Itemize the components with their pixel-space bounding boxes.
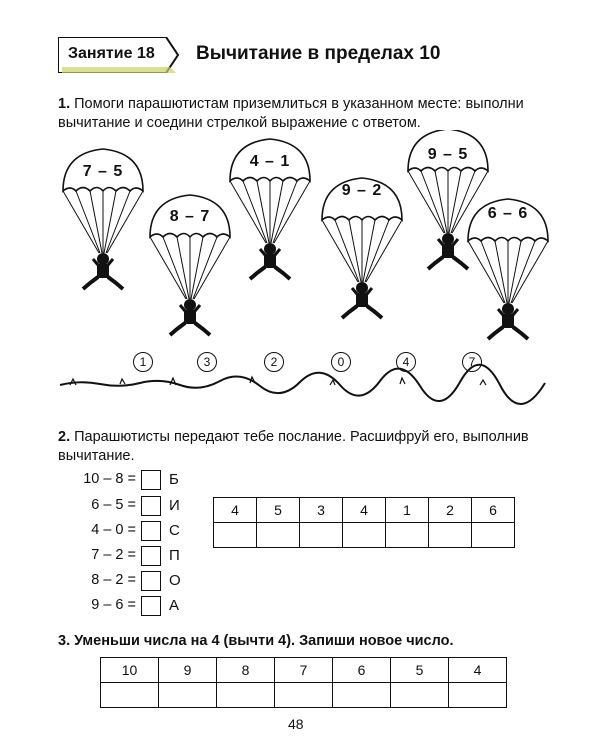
lesson-label: Занятие 18 xyxy=(68,45,155,62)
result-input-cell[interactable] xyxy=(217,683,275,708)
expression: 4 – 0 = xyxy=(91,522,136,538)
code-cell: 3 xyxy=(300,498,343,523)
letter-input-cell[interactable] xyxy=(257,523,300,548)
result-input-cell[interactable] xyxy=(101,683,159,708)
answer-circle[interactable]: 3 xyxy=(197,352,217,372)
answer-circle[interactable]: 0 xyxy=(331,352,351,372)
parachute-expression: 8 – 7 xyxy=(169,208,211,225)
task-2-instruction: Парашютисты передают тебе послание. Расшифруй его, выполнив вычитание. xyxy=(58,429,529,464)
code-cell: 2 xyxy=(429,498,472,523)
parachute-expression: 9 – 5 xyxy=(427,146,469,163)
result-input-cell[interactable] xyxy=(333,683,391,708)
answer-circle[interactable]: 7 xyxy=(462,352,482,372)
letter-input-cell[interactable] xyxy=(472,523,515,548)
answer-box[interactable] xyxy=(141,571,161,591)
task-3-number: 3. xyxy=(58,633,71,649)
table-row xyxy=(214,523,515,548)
table-row xyxy=(214,498,515,523)
letter-input-cell[interactable] xyxy=(343,523,386,548)
number-cell: 9 xyxy=(159,658,217,683)
answer-box[interactable] xyxy=(141,546,161,566)
letter-input-cell[interactable] xyxy=(429,523,472,548)
cipher-letter: И xyxy=(169,497,180,514)
code-cell: 4 xyxy=(214,498,257,523)
expression: 10 – 8 = xyxy=(83,471,136,487)
expression: 9 – 6 = xyxy=(91,597,136,613)
task-1-text xyxy=(58,95,558,133)
number-cell: 7 xyxy=(275,658,333,683)
cipher-letter: А xyxy=(169,597,180,614)
letter-input-cell[interactable] xyxy=(300,523,343,548)
result-input-cell[interactable] xyxy=(159,683,217,708)
expression: 6 – 5 = xyxy=(91,497,136,513)
result-input-cell[interactable] xyxy=(449,683,507,708)
cipher-letter: О xyxy=(169,572,181,589)
answer-box[interactable] xyxy=(141,521,161,541)
subtract-table xyxy=(100,657,507,708)
cipher-letter: П xyxy=(169,547,180,564)
answer-box[interactable] xyxy=(141,596,161,616)
page-number: 48 xyxy=(288,716,304,732)
result-input-cell[interactable] xyxy=(391,683,449,708)
code-cell: 5 xyxy=(257,498,300,523)
number-cell: 5 xyxy=(391,658,449,683)
number-cell: 4 xyxy=(449,658,507,683)
table-row xyxy=(101,658,507,683)
expression: 8 – 2 = xyxy=(91,572,136,588)
parachute-expression: 9 – 2 xyxy=(341,182,383,199)
task-1-instruction: Помоги парашютистам приземлиться в указанном месте: выполни вычитание и соедини стрелкой выражение с ответом. xyxy=(58,96,524,131)
decode-table xyxy=(213,497,515,548)
task-2-number: 2. xyxy=(58,429,71,445)
result-input-cell[interactable] xyxy=(275,683,333,708)
table-row xyxy=(101,683,507,708)
lesson-tag xyxy=(58,37,176,73)
parachute-expression: 6 – 6 xyxy=(487,205,529,222)
task-3-instruction: Уменьши числа на 4 (вычти 4). Запиши новое число. xyxy=(74,633,454,649)
answer-circle[interactable]: 2 xyxy=(264,352,284,372)
task-2-text xyxy=(58,428,558,466)
cipher-letter: С xyxy=(169,522,180,539)
parachute-expression: 7 – 5 xyxy=(82,163,124,180)
expression: 7 – 2 = xyxy=(91,547,136,563)
answer-circle[interactable]: 1 xyxy=(133,352,153,372)
code-cell: 1 xyxy=(386,498,429,523)
answer-circle[interactable]: 4 xyxy=(396,352,416,372)
number-cell: 6 xyxy=(333,658,391,683)
number-cell: 8 xyxy=(217,658,275,683)
page-title: Вычитание в пределах 10 xyxy=(196,43,441,64)
answer-box[interactable] xyxy=(141,496,161,516)
number-cell: 10 xyxy=(101,658,159,683)
code-cell: 6 xyxy=(472,498,515,523)
letter-input-cell[interactable] xyxy=(386,523,429,548)
answer-box[interactable] xyxy=(141,470,161,490)
code-cell: 4 xyxy=(343,498,386,523)
letter-input-cell[interactable] xyxy=(214,523,257,548)
task-3-text xyxy=(58,632,558,651)
cipher-letter: Б xyxy=(169,471,179,488)
task-1-number: 1. xyxy=(58,96,71,112)
parachute-expression: 4 – 1 xyxy=(249,153,291,170)
